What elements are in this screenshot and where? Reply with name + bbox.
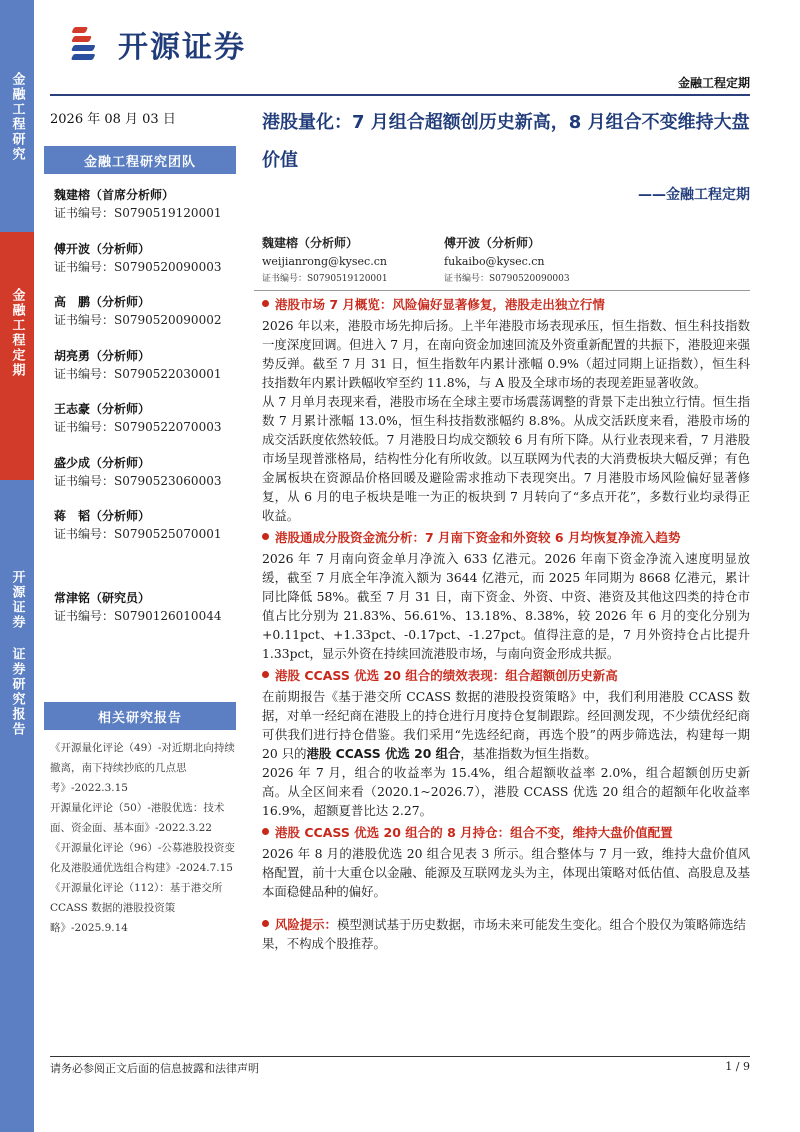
related-report-link[interactable]: 《开源量化评论（112）：基于港交所CCASS 数据的港股投资策略》-2025.9.14 xyxy=(50,882,223,934)
risk-text: 模型测试基于历史数据，市场未来可能发生变化。组合个股仅为策略筛选结果，不构成个股推荐。 xyxy=(262,917,746,951)
section-heading: 港股 CCASS 优选 20 组合的绩效表现：组合超额创历史新高 xyxy=(262,665,750,687)
team-member: 胡亮勇（分析师） 证书编号：S0790522030001 xyxy=(54,348,222,381)
section-heading: 港股 CCASS 优选 20 组合的 8 月持仓：组合不变，维持大盘价值配置 xyxy=(262,822,750,844)
paragraph: 在前期报告《基于港交所 CCASS 数据的港股投资策略》中，我们利用港股 CCASS 数据，对单一经纪商在港股上的持仓进行月度持仓复制跟踪。经回测发现，不少绩优经纪商可供我们进行持仓借鉴。我们采用“先选经纪商，再选个股”的两步筛选法，构建每一期 20 只的港股 CCASS 优选 20 组合，基准指数为恒生指数。 xyxy=(262,689,750,761)
author-email[interactable]: weijianrong@kysec.cn xyxy=(262,255,387,268)
bullet-dot-icon xyxy=(262,828,269,835)
footer-rule xyxy=(50,1056,750,1057)
paragraph: 2026 年 8 月的港股优选 20 组合见表 3 所示。组合整体与 7 月一致，维持大盘价值风格配置，前十大重仓以金融、能源及互联网龙头为主，体现出策略对低估值、高股息及基本面稳健品种的偏好。 xyxy=(262,846,750,899)
related-reports-heading: 相关研究报告 xyxy=(44,702,236,730)
report-date: 2026 年 08 月 03 日 xyxy=(50,112,176,127)
logo xyxy=(70,22,246,66)
authors-divider xyxy=(254,290,750,291)
report-body xyxy=(262,294,750,953)
logo-mark-icon xyxy=(70,23,110,65)
bullet-dot-icon xyxy=(262,533,269,540)
author-block xyxy=(262,234,750,286)
related-report-link[interactable]: 《开源量化评论（49）-对近期北向持续撤离，南下持续抄底的几点思考》-2022.3.15 xyxy=(50,742,235,794)
footer-disclaimer: 请务必参阅正文后面的信息披露和法律声明 xyxy=(50,1062,259,1075)
header-tag: 金融工程定期 xyxy=(677,76,750,90)
header-rule xyxy=(50,94,750,96)
team-member: 蒋 韬（分析师） 证书编号：S0790525070001 xyxy=(54,509,222,541)
risk-warning xyxy=(262,915,750,953)
section-heading: 港股通成分股资金流分析：7 月南下资金和外资较 6 月均恢复净流入趋势 xyxy=(262,527,750,549)
side-segment-research: 金融工程研究 xyxy=(0,0,34,232)
portfolio-name: 港股 CCASS 优选 20 组合 xyxy=(306,746,461,761)
team-list xyxy=(54,186,244,642)
team-member: 高 鹏（分析师） 证书编号：S0790520090002 xyxy=(54,295,222,327)
section-fund-flow xyxy=(262,527,750,663)
section-holdings xyxy=(262,822,750,901)
team-member: 盛少成（分析师） 证书编号：S0790523060003 xyxy=(54,455,222,488)
section-market-overview xyxy=(262,294,750,525)
paragraph: 从 7 月单月表现来看，港股市场在全球主要市场震荡调整的背景下走出独立行情。恒生指数 7 月累计涨幅 13.0%，恒生科技指数涨幅约 8.8%。从成交活跃度来看，港股市场的成交活跃度依然较低。7 月港股日均成交额较 6 月有所下降。从行业表现来看，7 月港股市场呈现普涨格局，结构性分化有所收敛。以互联网为代表的大消费板块大幅反弹；有色金属板块在资源品价格回暖及避险需求推动下表现突出。7 月港股市场风险偏好显著修复，从 6 月的电子板块是唯一为正的板块到 7 月转向了“多点开花”，多数行业均录得正收益。 xyxy=(262,394,750,523)
section-heading: 港股市场 7 月概览：风险偏好显著修复，港股走出独立行情 xyxy=(262,294,750,316)
team-member: 傅开波（分析师） 证书编号：S0790520090003 xyxy=(54,241,222,274)
team-member: 王志豪（分析师） 证书编号：S0790522070003 xyxy=(54,402,222,434)
side-strip xyxy=(0,0,34,1132)
paragraph: 2026 年以来，港股市场先抑后扬。上半年港股市场表现承压，恒生指数、恒生科技指数一度深度回调。但进入 7 月，在南向资金加速回流及外资重新配置的共振下，港股迎来强势反弹。截至 7 月 31 日，恒生指数年内累计涨幅 0.9%（超过同期上证指数），恒生科技指数年内累计跌幅收窄至约 11.8%，与 A 股及全球市场的表现差距显著收敛。 xyxy=(262,318,750,390)
team-heading: 金融工程研究团队 xyxy=(44,146,236,174)
risk-label: 风险提示： xyxy=(275,917,337,932)
report-title: 港股量化：7 月组合超额创历史新高，8 月组合不变维持大盘价值 xyxy=(262,112,750,171)
author: 魏建榕（分析师） weijianrong@kysec.cn 证书编号：S0790519120001 xyxy=(262,234,444,286)
team-member: 常津铭（研究员） 证书编号：S0790126010044 xyxy=(54,590,222,623)
related-report-link[interactable]: 《开源量化评论（96）-公募港股投资变化及港股通优选组合构建》-2024.7.15 xyxy=(50,842,235,874)
author-email[interactable]: fukaibo@kysec.cn xyxy=(444,255,545,268)
paragraph: 2026 年 7 月，组合的收益率为 15.4%，组合超额收益率 2.0%，组合超额创历史新高。从全区间来看（2020.1~2026.7），港股 CCASS 优选 20 组合的超额年化收益率 16.9%，超额夏普比达 2.27。 xyxy=(262,765,750,818)
related-reports-list xyxy=(50,738,240,938)
report-subtitle: ——金融工程定期 xyxy=(638,187,750,203)
page-number: 1 / 9 xyxy=(725,1060,750,1073)
paragraph: 2026 年 7 月南向资金单月净流入 633 亿港元。2026 年南下资金净流入速度明显放缓，截至 7 月底全年净流入额为 3644 亿港元，而 2025 年同期为 8668 亿港元，累计同比降低 58%。截至 7 月 31 日，南下资金、外资、中资、港资及其他这四类的持仓市值占比分别为 21.83%、56.61%、13.18%、8.38%，较 2026 年 6 月的变化分别为+0.11pct、+1.33pct、-0.17pct、-1.27pct。值得注意的是，7 月外资持仓占比提升 1.33pct，显示外资在持续回流港股市场，与南向资金形成共振。 xyxy=(262,551,750,661)
bullet-dot-icon xyxy=(262,300,269,307)
team-member: 魏建榕（首席分析师） 证书编号：S0790519120001 xyxy=(54,188,222,220)
bullet-dot-icon xyxy=(262,920,269,927)
side-segment-brand: 开源证券 证券研究报告 xyxy=(0,480,34,1132)
bullet-dot-icon xyxy=(262,671,269,678)
section-performance xyxy=(262,665,750,820)
related-report-link[interactable]: 开源量化评论（50）-港股优选：技术面、资金面、基本面》-2022.3.22 xyxy=(50,802,225,834)
logo-text: 开源证券 xyxy=(118,30,246,65)
main-content xyxy=(262,104,750,951)
side-segment-periodic: 金融工程定期 xyxy=(0,232,34,480)
author: 傅开波（分析师） fukaibo@kysec.cn 证书编号：S0790520090003 xyxy=(444,234,626,286)
